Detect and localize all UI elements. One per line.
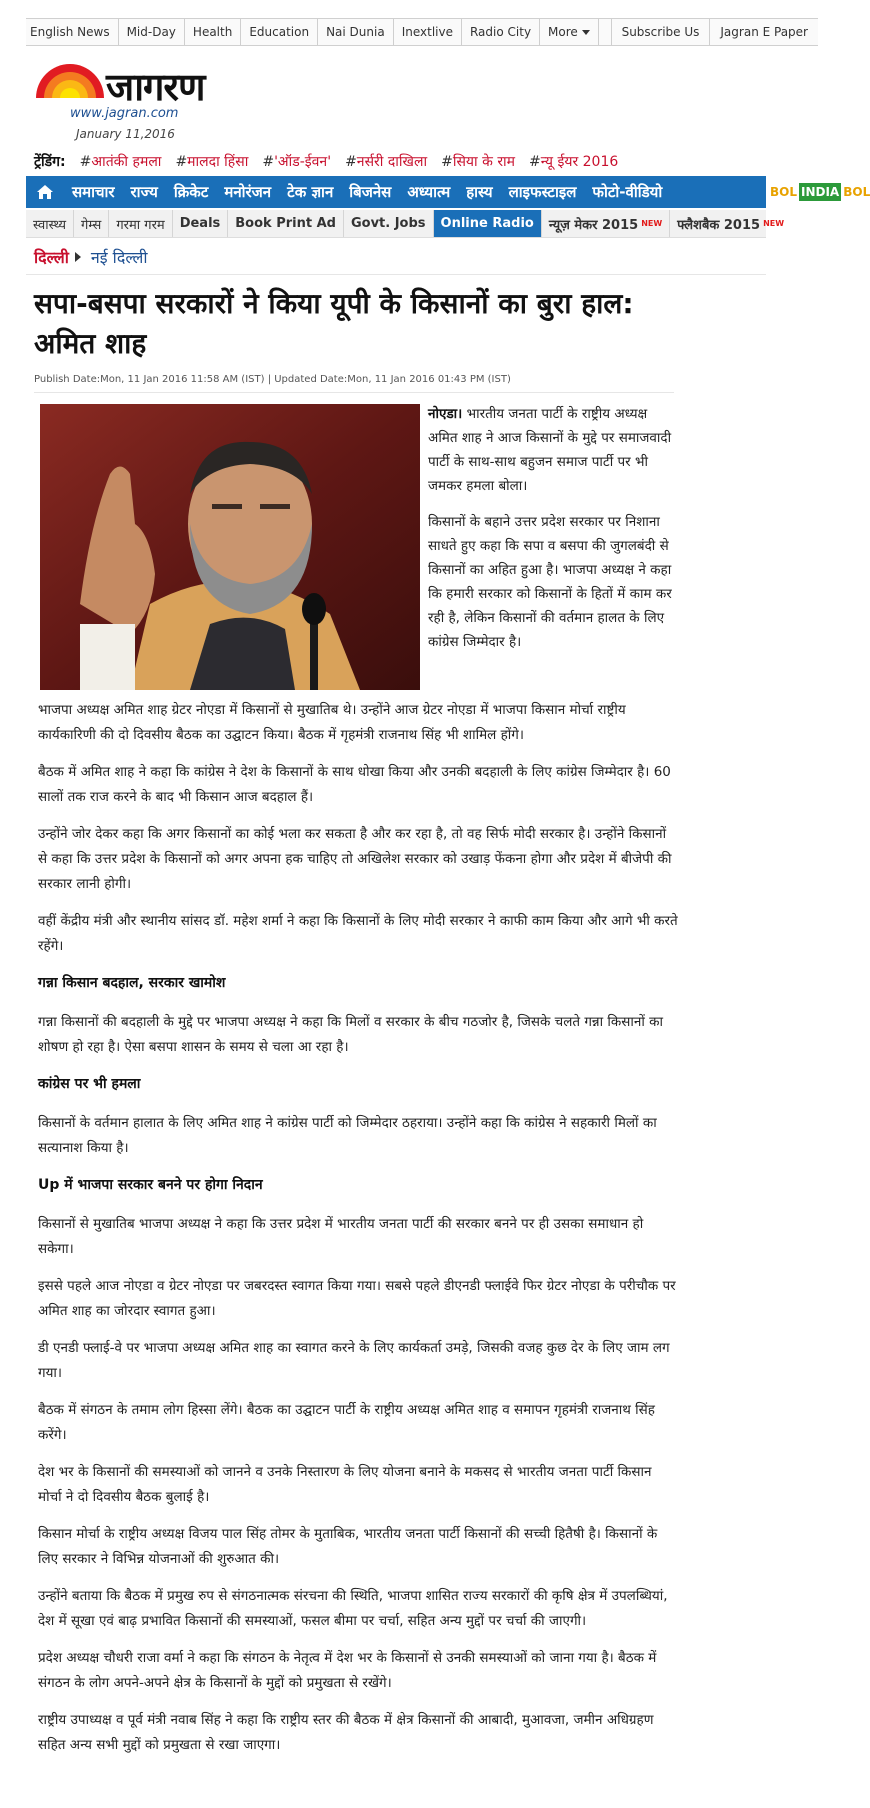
link-inextlive[interactable]: Inextlive bbox=[394, 19, 462, 45]
link-radio-city[interactable]: Radio City bbox=[462, 19, 540, 45]
nav-item-tech-gyan[interactable]: टेक ज्ञान bbox=[287, 183, 334, 201]
publish-date: Publish Date:Mon, 11 Jan 2016 11:58 AM (IST) | Updated Date:Mon, 11 Jan 2016 01:43 PM (IST) bbox=[34, 374, 511, 385]
intro-text: भारतीय जनता पार्टी के राष्ट्रीय अध्यक्ष अमित शाह ने आज किसानों के मुद्दे पर समाजवादी पार्टी के साथ-साथ बहुजन समाज पार्टी पर भी जमकर हमला बोला। bbox=[428, 406, 672, 494]
article-headline: सपा-बसपा सरकारों ने किया यूपी के किसानों का बुरा हाल: अमित शाह bbox=[34, 287, 634, 360]
new-badge: NEW bbox=[641, 219, 663, 228]
nav-item-cricket[interactable]: क्रिकेट bbox=[173, 183, 209, 201]
body-paragraph: प्रदेश अध्यक्ष चौधरी राजा वर्मा ने कहा कि संगठन के नेतृत्व में देश भर के किसानों से उनकी समस्याओं को जाना गया है। बैठक में संगठन के लोग अपने-अपने क्षेत्र के किसानों के मुद्दों को प्रमुखता से रखेंगे। bbox=[38, 1650, 657, 1691]
subnav-item-games[interactable]: गेम्स bbox=[74, 210, 109, 237]
subnav-item-swasthya[interactable]: स्वास्थ्य bbox=[26, 210, 74, 237]
dateline: नोएडा। bbox=[428, 406, 463, 422]
more-label: More bbox=[548, 25, 578, 39]
breadcrumb-new-delhi[interactable]: नई दिल्ली bbox=[90, 248, 148, 267]
subnav-item-deals[interactable]: Deals bbox=[173, 210, 229, 237]
site-date: January 11,2016 bbox=[76, 127, 175, 141]
more-dropdown[interactable] bbox=[540, 19, 599, 45]
article-photo bbox=[40, 404, 420, 690]
jagran-logo[interactable] bbox=[34, 58, 204, 108]
nav-item-samachar[interactable]: समाचार bbox=[72, 183, 115, 201]
subnav-item-online-radio[interactable]: Online Radio bbox=[434, 210, 542, 237]
nav-item-adhyatm[interactable]: अध्यात्म bbox=[407, 183, 451, 201]
sun-logo-icon bbox=[34, 58, 106, 108]
breadcrumb bbox=[34, 246, 148, 268]
body-paragraph: वहीं केंद्रीय मंत्री और स्थानीय सांसद डॉ. महेश शर्मा ने कहा कि किसानों के लिए मोदी सरकार ने काफी काम किया और आगे भी करते रहेंगे। bbox=[38, 913, 678, 954]
nav-item-manoranjan[interactable]: मनोरंजन bbox=[224, 183, 272, 201]
article-intro bbox=[428, 402, 678, 666]
link-e-paper[interactable]: Jagran E Paper bbox=[709, 19, 818, 45]
logo-text: जागरण bbox=[106, 65, 205, 109]
trending-item[interactable]: #मालदा हिंसा bbox=[175, 154, 249, 170]
home-button[interactable] bbox=[26, 176, 64, 208]
body-paragraph: किसानों से मुखातिब भाजपा अध्यक्ष ने कहा कि उत्तर प्रदेश में भारतीय जनता पार्टी की सरकार बनने पर ही उसका समाधान हो सकेगा। bbox=[38, 1216, 644, 1257]
link-education[interactable]: Education bbox=[241, 19, 318, 45]
caret-down-icon bbox=[582, 30, 590, 35]
bib-part: BOL bbox=[843, 185, 870, 199]
chevron-right-icon bbox=[75, 252, 81, 262]
nav-item-lifestyle[interactable]: लाइफस्टाइल bbox=[508, 183, 577, 201]
link-nai-dunia[interactable]: Nai Dunia bbox=[318, 19, 394, 45]
trending-item[interactable]: #सिया के राम bbox=[441, 154, 516, 170]
bol-india-bol-logo[interactable] bbox=[766, 176, 870, 208]
trending-bar bbox=[34, 152, 618, 171]
body-paragraph: किसानों के वर्तमान हालात के लिए अमित शाह ने कांग्रेस पार्टी को जिम्मेदार ठहराया। उन्होंने कहा कि कांग्रेस ने सहकारी मिलों का सत्यानाश किया है। bbox=[38, 1115, 657, 1156]
body-paragraph: गन्ना किसानों की बदहाली के मुद्दे पर भाजपा अध्यक्ष ने कहा कि मिलों व सरकार के बीच गठजोर है, जिसके चलते गन्ना किसानों का शोषण हो रहा है। ऐसा बसपा शासन के समय से चला आ रहा है। bbox=[38, 1014, 664, 1055]
top-utility-bar bbox=[26, 18, 818, 46]
nav-item-business[interactable]: बिजनेस bbox=[349, 183, 392, 201]
site-url[interactable]: www.jagran.com bbox=[70, 106, 179, 121]
breadcrumb-delhi[interactable]: दिल्ली bbox=[34, 248, 69, 267]
section-heading: गन्ना किसान बदहाल, सरकार खामोश bbox=[38, 975, 226, 991]
nav-item-hasya[interactable]: हास्य bbox=[466, 183, 493, 201]
main-nav bbox=[26, 176, 766, 208]
subnav-label: फ्लैशबैक 2015 bbox=[677, 217, 761, 233]
body-paragraph: उन्होंने बताया कि बैठक में प्रमुख रुप से संगठनात्मक संरचना की स्थिति, भाजपा शासित राज्य सरकारों की कृषि क्षेत्र में उपलब्धियां, देश में सूखा एवं बाढ़ प्रभावित किसानों की समस्याओं, फसल बीमा पर चर्चा, सहित अन्य मुद्दों पर चर्चा की जाएगी। bbox=[38, 1588, 668, 1629]
trending-label: ट्रेंडिंग: bbox=[34, 154, 66, 170]
subnav-item-flashback[interactable] bbox=[670, 210, 791, 237]
body-paragraph: भाजपा अध्यक्ष अमित शाह ग्रेटर नोएडा में किसानों से मुखातिब थे। उन्होंने आज ग्रेटर नोएडा में भाजपा किसान मोर्चा राष्ट्रीय कार्यकारिणी की दो दिवसीय बैठक का उद्घाटन किया। बैठक में गृहमंत्री राजनाथ सिंह भी शामिल होंगे। bbox=[38, 702, 626, 743]
subnav-item-garma-garam[interactable]: गरमा गरम bbox=[109, 210, 172, 237]
trending-item[interactable]: #आतंकी हमला bbox=[79, 154, 162, 170]
trending-item[interactable]: #नर्सरी दाखिला bbox=[345, 154, 428, 170]
intro-paragraph: किसानों के बहाने उत्तर प्रदेश सरकार पर निशाना साधते हुए कहा कि सपा व बसपा की जुगलबंदी से किसानों का अहित हुआ है। भाजपा अध्यक्ष ने कहा कि हमारी सरकार को किसानों के हितों में काम कर रही है, लेकिन किसानों की वर्तमान हालत के लिए कांग्रेस जिम्मेदार है। bbox=[428, 514, 672, 650]
bib-part: BOL bbox=[770, 185, 797, 199]
body-paragraph: डी एनडी फ्लाई-वे पर भाजपा अध्यक्ष अमित शाह का स्वागत करने के लिए कार्यकर्ता उमड़े, जिसकी वजह कुछ देर के लिए जाम लग गया। bbox=[38, 1340, 670, 1381]
divider bbox=[26, 274, 766, 275]
body-paragraph: बैठक में संगठन के तमाम लोग हिस्सा लेंगे। बैठक का उद्घाटन पार्टी के राष्ट्रीय अध्यक्ष अमित शाह व समापन गृहमंत्री राजनाथ सिंह करेंगे। bbox=[38, 1402, 655, 1443]
sub-nav bbox=[26, 210, 785, 238]
body-paragraph: किसान मोर्चा के राष्ट्रीय अध्यक्ष विजय पाल सिंह तोमर के मुताबिक, भारतीय जनता पार्टी किसानों की सच्ची हितैषी है। किसानों के लिए सरकार ने विभिन्न योजनाओं की शुरुआत की। bbox=[38, 1526, 658, 1567]
nav-item-photo-video[interactable]: फोटो-वीडियो bbox=[592, 183, 663, 201]
link-health[interactable]: Health bbox=[185, 19, 241, 45]
section-heading: कांग्रेस पर भी हमला bbox=[38, 1076, 141, 1092]
subnav-item-news-maker[interactable] bbox=[542, 210, 670, 237]
link-english-news[interactable]: English News bbox=[26, 19, 119, 45]
trending-item[interactable]: #न्यू ईयर 2016 bbox=[529, 154, 619, 170]
body-paragraph: बैठक में अमित शाह ने कहा कि कांग्रेस ने देश के किसानों के साथ धोखा किया और उनकी बदहाली के लिए कांग्रेस जिम्मेदार है। 60 सालों तक राज करने के बाद भी किसान आज बदहाल हैं। bbox=[38, 764, 671, 805]
subnav-item-govt-jobs[interactable]: Govt. Jobs bbox=[344, 210, 434, 237]
body-paragraph: देश भर के किसानों की समस्याओं को जानने व उनके निस्तारण के लिए योजना बनाने के मकसद से भारतीय जनता पार्टी किसान मोर्चा ने दो दिवसीय बैठक बुलाई है। bbox=[38, 1464, 652, 1505]
section-heading: Up में भाजपा सरकार बनने पर होगा निदान bbox=[38, 1177, 263, 1193]
link-subscribe[interactable]: Subscribe Us bbox=[611, 19, 710, 45]
subnav-item-book-print-ad[interactable]: Book Print Ad bbox=[228, 210, 344, 237]
speaker-photo-icon bbox=[40, 404, 420, 690]
new-badge: NEW bbox=[763, 219, 785, 228]
link-mid-day[interactable]: Mid-Day bbox=[119, 19, 185, 45]
body-paragraph: राष्ट्रीय उपाध्यक्ष व पूर्व मंत्री नवाब सिंह ने कहा कि राष्ट्रीय स्तर की बैठक में क्षेत्र किसानों की आबादी, मुआवजा, जमीन अधिग्रहण सहित अन्य सभी मुद्दों को प्रमुखता से रखा जाएगा। bbox=[38, 1712, 654, 1753]
body-paragraph: उन्होंने जोर देकर कहा कि अगर किसानों का कोई भला कर सकता है और कर रहा है, तो वह सिर्फ मोदी सरकार है। उन्होंने किसानों से कहा कि उत्तर प्रदेश के किसानों को अगर अपना हक चाहिए तो अखिलेश सरकार को उखाड़ फेंकना होगा और प्रदेश में बीजेपी की सरकार लानी होगी। bbox=[38, 826, 672, 892]
trending-item[interactable]: #'ऑड-ईवन' bbox=[262, 154, 332, 170]
body-paragraph: इससे पहले आज नोएडा व ग्रेटर नोएडा पर जबरदस्त स्वागत किया गया। सबसे पहले डीएनडी फ्लाईवे फिर ग्रेटर नोएडा के परीचौक पर अमित शाह का जोरदार स्वागत हुआ। bbox=[38, 1278, 676, 1319]
divider bbox=[34, 392, 674, 393]
article-body bbox=[38, 698, 678, 1770]
bib-part: INDIA bbox=[801, 185, 840, 199]
subnav-label: न्यूज़ मेकर 2015 bbox=[548, 217, 639, 233]
intro-paragraph bbox=[428, 402, 678, 498]
home-icon bbox=[36, 184, 54, 200]
nav-item-rajya[interactable]: राज्य bbox=[130, 183, 158, 201]
